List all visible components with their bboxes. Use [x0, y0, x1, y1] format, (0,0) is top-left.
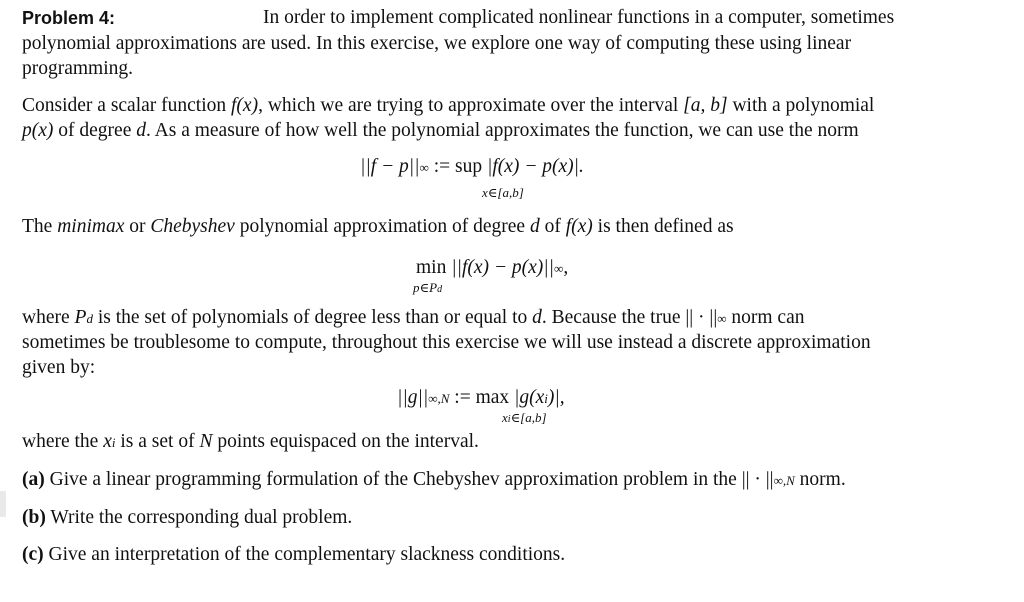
eq-rhs: |f(x) − p(x)|. [482, 156, 584, 177]
part-a [22, 467, 1002, 493]
text: or [124, 216, 151, 237]
math-P-sub: d [86, 311, 93, 326]
math-d: d [529, 216, 540, 237]
part-a-tail: norm. [794, 469, 846, 490]
part-a-norm-sub: ∞,N [773, 473, 795, 488]
text: where the [22, 431, 104, 452]
text: is then defined as [592, 216, 734, 237]
paragraph-2-line-2 [22, 118, 1002, 143]
paragraph-3 [22, 214, 1002, 239]
math-d: d [532, 307, 542, 328]
text: norm can [726, 307, 805, 328]
eq-max-sub-i: i [507, 414, 511, 425]
eq-max-sub-x: x [502, 410, 508, 425]
text: is the set of polynomials of degree less than or equal to [92, 307, 533, 328]
math-N: N [199, 431, 213, 452]
eq-lhs: ||f − p|| [360, 156, 420, 177]
eq-inf-sub: ∞ [554, 261, 564, 276]
math-px: p(x) [22, 120, 54, 141]
text: . As a measure of how well the polynomial approximates the function, we can use the norm [145, 120, 859, 141]
eq-max-sub-rest: ∈[a,b] [510, 410, 547, 425]
problem-title: Problem 4: [22, 8, 116, 28]
eq-sup-subscript: x∈[a,b] [482, 185, 524, 200]
text: with a polynomial [727, 95, 875, 116]
eq-rhs-sub: i [544, 391, 548, 406]
math-inf-sub: ∞ [717, 311, 727, 326]
part-b-label: (b) [22, 507, 46, 528]
text: The [22, 216, 58, 237]
text: Consider a scalar function [22, 95, 232, 116]
paragraph-4-line-1 [22, 305, 1002, 331]
equation-sup-norm [360, 154, 584, 180]
part-a-norm: || · || [741, 469, 774, 490]
eq-body: ||f(x) − p(x)|| [446, 257, 555, 278]
math-fx: f(x) [231, 95, 259, 116]
text: of degree [53, 120, 137, 141]
part-c-text: Give an interpretation of the complementary slackness conditions. [43, 544, 566, 565]
eq-min-subscript [413, 275, 442, 302]
eq-min-sub-d: d [437, 284, 443, 295]
eq-lhs: ||g|| [397, 387, 429, 408]
eq-tail: , [563, 257, 569, 278]
paragraph-2-line-1 [22, 93, 1002, 118]
text: polynomial approximation of degree [234, 216, 530, 237]
intro-line-2: polynomial approximations are used. In this exercise, we explore one way of computing these using linear [22, 33, 852, 54]
text: of [539, 216, 566, 237]
paragraph-4-line-2: sometimes be troublesome to compute, throughout this exercise we will use instead a discrete approximation [22, 332, 871, 353]
eq-inf-sub: ∞ [419, 160, 429, 175]
math-xi-sub: i [111, 435, 116, 450]
math-fx: f(x) [565, 216, 593, 237]
part-b [22, 505, 1002, 530]
text: points equispaced on the interval. [212, 431, 479, 452]
text: is a set of [115, 431, 200, 452]
math-norm: || · || [685, 307, 718, 328]
math-P: P [74, 307, 87, 328]
eq-rhs: |g(x [509, 387, 545, 408]
page-edge-marker [0, 491, 6, 517]
eq-rhs-tail: )|, [547, 387, 565, 408]
eq-lhs-sub: ∞,N [428, 391, 450, 406]
eq-op-min: min [416, 257, 447, 278]
part-b-text: Write the corresponding dual problem. [45, 507, 353, 528]
eq-def: := [449, 387, 476, 408]
text: , which we are trying to approximate over the interval [258, 95, 684, 116]
paragraph-5 [22, 429, 1002, 455]
term-chebyshev: Chebyshev [150, 216, 235, 237]
part-a-label: (a) [22, 469, 45, 490]
part-c [22, 542, 1002, 567]
term-minimax: minimax [57, 216, 125, 237]
math-d: d [136, 120, 146, 141]
text: . Because the true [541, 307, 686, 328]
eq-max-subscript [502, 405, 547, 432]
intro-line-1: In order to implement complicated nonlinear functions in a computer, sometimes [263, 7, 895, 28]
text: where [22, 307, 75, 328]
part-a-text: Give a linear programming formulation of the Chebyshev approximation problem in the [44, 469, 742, 490]
paragraph-4-line-3: given by: [22, 357, 96, 378]
math-interval: [a, b] [683, 95, 728, 116]
eq-min-sub-main: p∈P [413, 280, 438, 295]
math-xi: x [103, 431, 112, 452]
part-c-label: (c) [22, 544, 44, 565]
eq-op-sup: sup [454, 156, 483, 177]
eq-op-max: max [475, 387, 510, 408]
intro-line-3: programming. [22, 58, 134, 79]
eq-def: := [428, 156, 455, 177]
